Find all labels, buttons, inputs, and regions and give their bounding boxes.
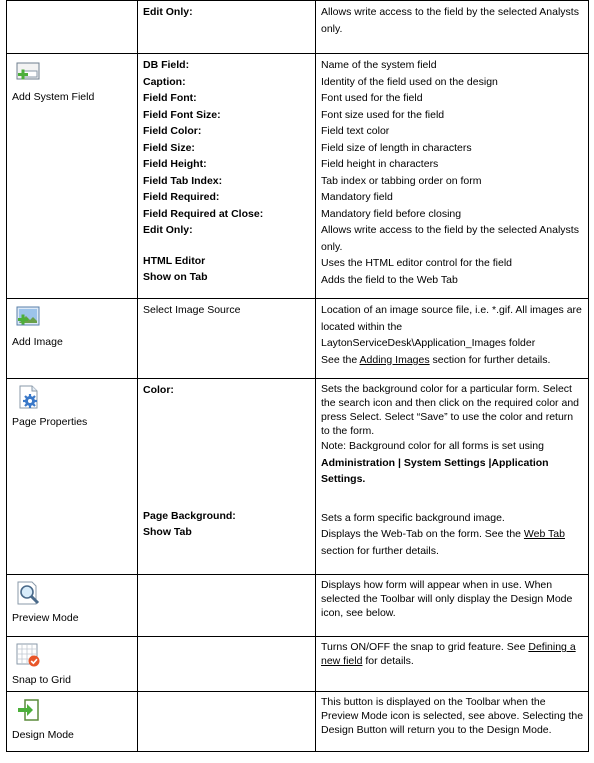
- add-image-icon[interactable]: [15, 304, 41, 330]
- field-cell: [138, 1, 316, 54]
- field-cell-empty: [138, 575, 316, 637]
- feature-name: Page Properties: [12, 416, 88, 428]
- note: Note: Background color for all forms is set using: [321, 440, 544, 452]
- field-cell: [138, 379, 316, 575]
- field-label: Color:: [143, 384, 174, 396]
- text: Turns ON/OFF the snap to grid feature. See: [321, 641, 529, 653]
- icon-cell: [7, 575, 138, 637]
- field-label: HTML Editor: [143, 254, 206, 267]
- grid-check-icon[interactable]: [15, 642, 41, 668]
- field-desc: Mandatory field: [321, 191, 393, 203]
- text: section for further details.: [321, 544, 439, 557]
- desc-cell: [316, 691, 589, 751]
- adding-images-link[interactable]: Adding Images: [359, 353, 430, 366]
- field-desc: Tab index or tabbing order on form: [321, 174, 482, 187]
- table-row-preview-mode: [7, 575, 589, 637]
- text: for details.: [362, 655, 414, 667]
- field-label: Field Size:: [143, 141, 195, 154]
- field-cell: [138, 54, 316, 299]
- table-row-page-properties: [7, 379, 589, 575]
- field-label: Field Tab Index:: [143, 174, 223, 187]
- feature-name: Design Mode: [12, 728, 74, 741]
- defining-new-field-link[interactable]: Defining a new field: [321, 641, 576, 667]
- icon-cell: [7, 379, 138, 575]
- icon-cell: [7, 54, 138, 299]
- field-label: Field Required:: [143, 191, 220, 203]
- spacer: [321, 488, 584, 510]
- field-label: Field Font:: [143, 92, 197, 104]
- field-label: Page Background:: [143, 509, 236, 522]
- field-desc: Adds the field to the Web Tab: [321, 273, 458, 286]
- spacer: [143, 239, 311, 253]
- table-row-edit-only: [7, 1, 589, 54]
- field-cell-empty: [138, 691, 316, 751]
- field-label: Field Required at Close:: [143, 207, 264, 220]
- feature-name: Preview Mode: [12, 612, 79, 624]
- desc-cell: [316, 637, 589, 692]
- table-row-design-mode: [7, 691, 589, 751]
- web-tab-link[interactable]: Web Tab: [523, 528, 565, 540]
- field-label: Edit Only:: [143, 6, 193, 18]
- feature-name: Add System Field: [12, 91, 95, 103]
- field-desc: Displays how form will appear when in use. When selected the Toolbar will only display the Design Mode icon, see below.: [321, 579, 573, 619]
- feature-table: [6, 0, 589, 752]
- feature-name: Snap to Grid: [12, 674, 71, 686]
- desc-cell: [316, 379, 589, 575]
- field-desc: Field size of length in characters: [321, 141, 472, 154]
- icon-cell-empty: [7, 1, 138, 54]
- field-label: Field Height:: [143, 158, 207, 170]
- text: section for further details.: [429, 353, 551, 366]
- field-label: Caption:: [143, 75, 186, 88]
- spacer: [143, 399, 311, 508]
- note-path: Administration | System Settings |Application Settings.: [321, 456, 549, 485]
- field-label: Field Font Size:: [143, 108, 221, 121]
- text: Displays the Web-Tab on the form. See the: [321, 528, 524, 540]
- icon-cell: [7, 299, 138, 379]
- desc-cell: [316, 1, 589, 54]
- field-label: Show Tab: [143, 526, 192, 538]
- field-desc: Font used for the field: [321, 92, 423, 104]
- add-field-icon[interactable]: [15, 59, 41, 85]
- icon-cell: [7, 691, 138, 751]
- field-cell: [138, 299, 316, 379]
- desc-cell: [316, 54, 589, 299]
- table-row-add-image: [7, 299, 589, 379]
- field-desc: Location of an image source file, i.e. *.gif. All images are located within the LaytonServiceDesk\Application_Images folder: [321, 304, 582, 349]
- field-desc: [321, 640, 584, 668]
- field-cell-empty: [138, 637, 316, 692]
- icon-cell: [7, 637, 138, 692]
- field-desc: Sets the background color for a particular form. Select the search icon and then click on the required color and press Select. Select “Save” to use the color and return to the form.: [321, 383, 579, 437]
- field-desc: [321, 526, 584, 559]
- field-desc: [321, 352, 584, 369]
- field-desc: Field text color: [321, 125, 390, 137]
- field-desc: Identity of the field used on the design: [321, 75, 498, 88]
- field-desc: Name of the system field: [321, 59, 437, 71]
- page-gear-icon[interactable]: [15, 384, 41, 410]
- feature-name: Add Image: [12, 336, 63, 348]
- field-desc: Font size used for the field: [321, 108, 445, 121]
- magnifier-icon[interactable]: [15, 580, 41, 606]
- field-desc: Mandatory field before closing: [321, 207, 462, 220]
- field-label: DB Field:: [143, 59, 190, 71]
- field-desc: Allows write access to the field by the selected Analysts only.: [321, 6, 579, 35]
- text: See the: [321, 353, 360, 366]
- field-desc: Uses the HTML editor control for the field: [321, 257, 513, 269]
- field-label: Show on Tab: [143, 271, 208, 283]
- field-desc: This button is displayed on the Toolbar when the Preview Mode icon is selected, see above. Selecting the Design Button will return you to the Design Mode.: [321, 695, 584, 736]
- desc-cell: [316, 299, 589, 379]
- table-row-add-system-field: [7, 54, 589, 299]
- field-desc: Sets a form specific background image.: [321, 511, 505, 524]
- desc-cell: [316, 575, 589, 637]
- field-desc: Field height in characters: [321, 158, 439, 170]
- field-label: Select Image Source: [143, 304, 241, 316]
- field-label: Field Color:: [143, 125, 202, 137]
- table-row-snap-to-grid: [7, 637, 589, 692]
- enter-arrow-icon[interactable]: [15, 697, 41, 723]
- field-desc: Allows write access to the field by the selected Analysts only.: [321, 224, 579, 253]
- field-label: Edit Only:: [143, 224, 193, 236]
